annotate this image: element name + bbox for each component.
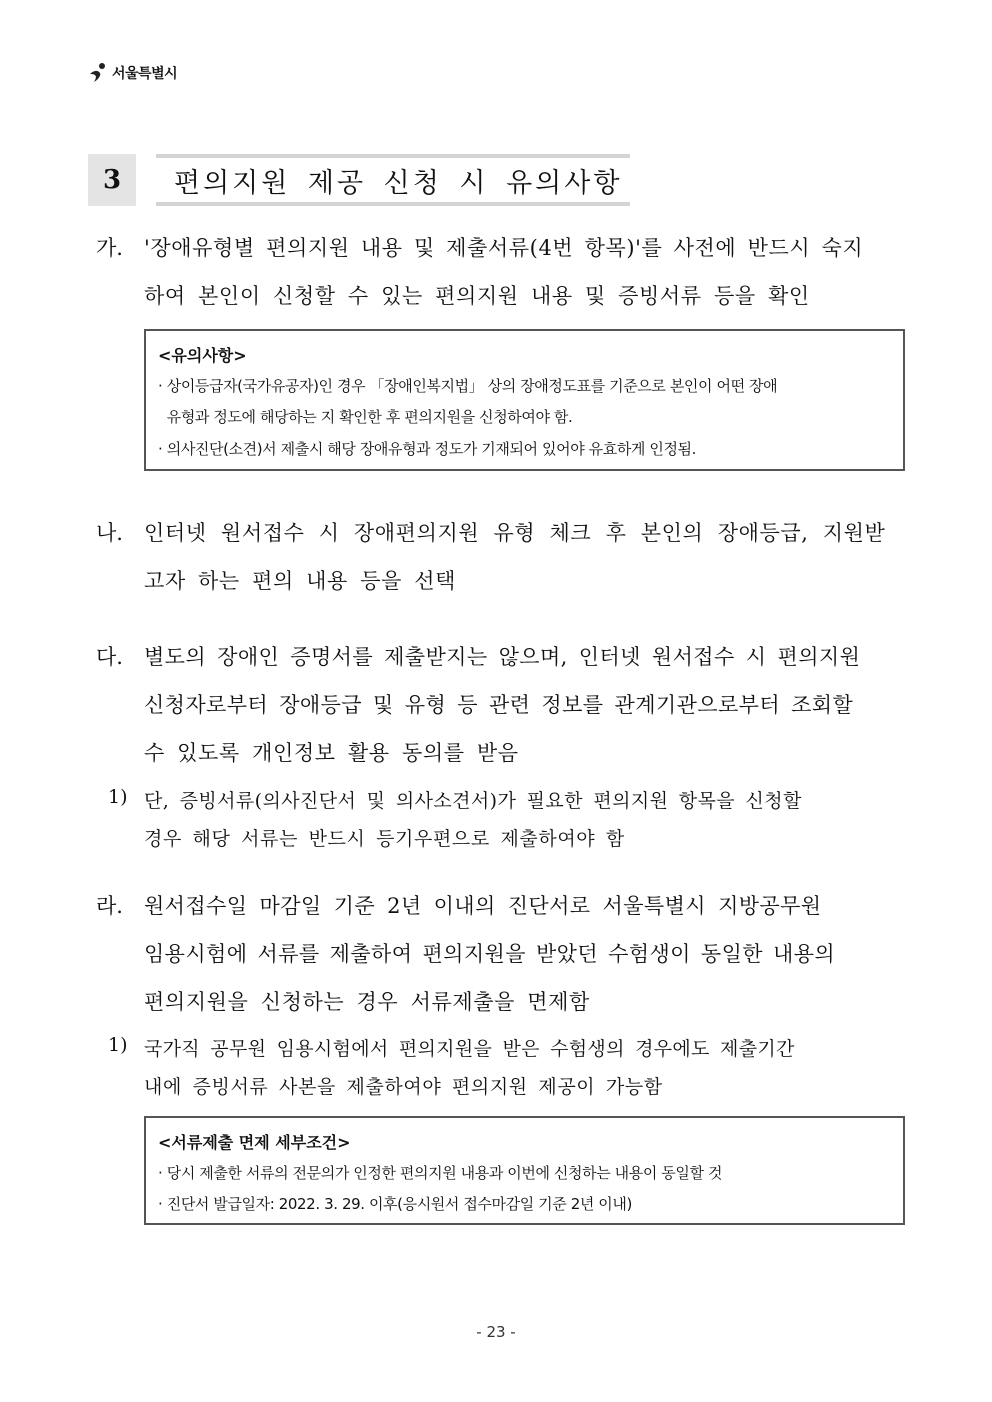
sub-item-da-1 [108,786,908,856]
item-line: 임용시험에 서류를 제출하여 편의지원을 받았던 수험생이 동일한 내용의 [144,942,836,966]
item-marker: 라. [96,894,123,918]
section-title: 편의지원 제공 신청 시 유의사항 [174,167,623,199]
item-line: 고자 하는 편의 내용 등을 선택 [144,569,457,593]
sub-item-line: 경우 해당 서류는 반드시 등기우편으로 제출하여야 함 [144,828,625,850]
item-line: 편의지원을 신청하는 경우 서류제출을 면제함 [144,990,590,1014]
item-line: 별도의 장애인 증명서를 제출받지는 않으며, 인터넷 원서접수 시 편의지원 [144,645,861,669]
sub-item-line: 단, 증빙서류(의사진단서 및 의사소견서)가 필요한 편의지원 항목을 신청할 [144,790,802,812]
seoul-logo [88,62,177,84]
notice-box-title: <유의사항> [158,346,247,365]
exemption-box-title: <서류제출 면제 세부조건> [158,1133,351,1152]
item-marker: 가. [96,236,123,260]
page-number: - 23 - [476,1323,516,1341]
item-ga [96,232,916,322]
item-na [96,517,916,607]
section-number: 3 [88,154,136,206]
item-marker: 나. [96,521,123,545]
sub-item-marker: 1) [108,786,128,808]
exemption-box [144,1116,905,1225]
sub-item-line: 국가직 공무원 임용시험에서 편의지원을 받은 수험생의 경우에도 제출기간 [144,1038,795,1060]
item-da [96,641,916,781]
exemption-line: · 진단서 발급일자: 2022. 3. 29. 이후(응시원서 접수마감일 기준 2년 이내) [158,1195,632,1213]
sub-item-ra-1 [108,1034,908,1104]
item-line: 수 있도록 개인정보 활용 동의를 받음 [144,741,519,765]
org-name: 서울특별시 [112,66,178,82]
notice-box [144,329,905,471]
item-marker: 다. [96,645,123,669]
item-line: 인터넷 원서접수 시 장애편의지원 유형 체크 후 본인의 장애등급, 지원받 [144,521,886,545]
notice-line: · 상이등급자(국가유공자)인 경우 「장애인복지법」 상의 장애정도표를 기준으로 본인이 어떤 장애 [158,377,778,395]
notice-line: · 의사진단(소견)서 제출시 해당 장애유형과 정도가 기재되어 있어야 유효하게 인정됨. [158,440,697,458]
sub-item-marker: 1) [108,1034,128,1056]
seoul-logo-icon [88,62,108,84]
exemption-line: · 당시 제출한 서류의 전문의가 인정한 편의지원 내용과 이번에 신청하는 내용이 동일할 것 [158,1164,723,1182]
sub-item-line: 내에 증빙서류 사본을 제출하여야 편의지원 제공이 가능함 [144,1076,663,1098]
item-ra [96,890,916,1030]
notice-line: 유형과 정도에 해당하는 지 확인한 후 편의지원을 신청하여야 함. [158,408,573,426]
item-line: 하여 본인이 신청할 수 있는 편의지원 내용 및 증빙서류 등을 확인 [144,284,810,308]
item-line: '장애유형별 편의지원 내용 및 제출서류(4번 항목)'를 사전에 반드시 숙지 [144,236,864,260]
section-title-bar [156,154,630,206]
item-line: 원서접수일 마감일 기준 2년 이내의 진단서로 서울특별시 지방공무원 [144,894,822,918]
item-line: 신청자로부터 장애등급 및 유형 등 관련 정보를 관계기관으로부터 조회할 [144,693,854,717]
